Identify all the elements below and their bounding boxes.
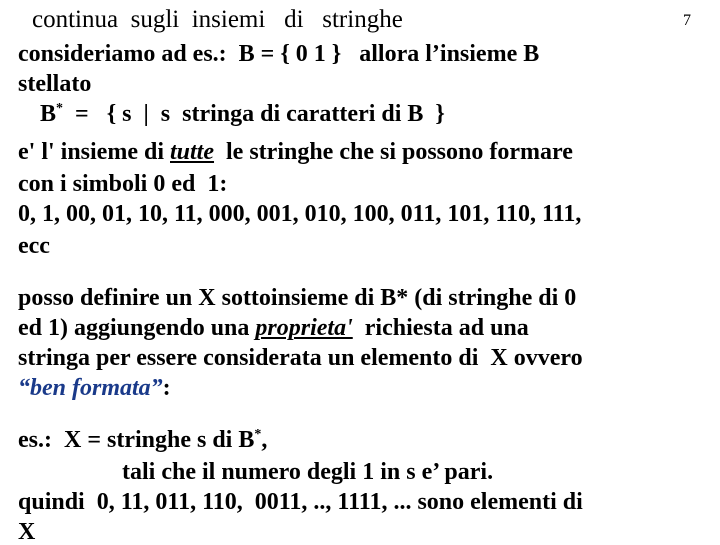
text-fragment: ,	[261, 427, 268, 453]
text-line: consideriamo ad es.: B = { 0 1 } allora l’insieme B	[18, 41, 540, 67]
text-line: quindi 0, 11, 011, 110, 0011, .., 1111, ... sono elementi di	[18, 489, 583, 515]
text-line	[18, 376, 171, 400]
text-line: posso definire un X sottoinsieme di B* (di stringhe di 0	[18, 285, 577, 311]
page-number: 7	[683, 12, 691, 29]
text-line: stellato	[18, 71, 92, 97]
text-fragment: e' l' insieme di	[18, 139, 170, 165]
text-line: tali che il numero degli 1 in s e’ pari.	[122, 459, 494, 485]
text-line	[18, 316, 529, 340]
text-line	[18, 428, 267, 452]
text-line	[40, 102, 445, 126]
text-line	[18, 140, 573, 164]
text-fragment: richiesta ad una	[352, 315, 529, 341]
text-fragment: :	[162, 375, 171, 401]
emphasis-italic: “ben formata”	[18, 375, 163, 401]
text-fragment: ed 1) aggiungendo una	[18, 315, 256, 341]
text-line: con i simboli 0 ed 1:	[18, 171, 228, 197]
emphasis-underlined: tutte	[170, 139, 215, 165]
text-line: X	[18, 519, 36, 545]
text-line: stringa per essere considerata un elemento di X ovvero	[18, 345, 583, 371]
text-line: 0, 1, 00, 01, 10, 11, 000, 001, 010, 100, 011, 101, 110, 111,	[18, 201, 582, 227]
text-fragment: es.: X = stringhe s di B	[18, 427, 255, 453]
set-definition: = { s | s stringa di caratteri di B }	[63, 101, 445, 127]
text-line: ecc	[18, 233, 50, 259]
set-symbol: B	[40, 101, 57, 127]
star-superscript: *	[56, 101, 64, 116]
slide-title: continua sugli insiemi di stringhe	[32, 6, 403, 33]
text-fragment: le stringhe che si possono formare	[214, 139, 573, 165]
emphasis-underlined: proprieta'	[255, 315, 353, 341]
star-superscript: *	[254, 427, 262, 442]
